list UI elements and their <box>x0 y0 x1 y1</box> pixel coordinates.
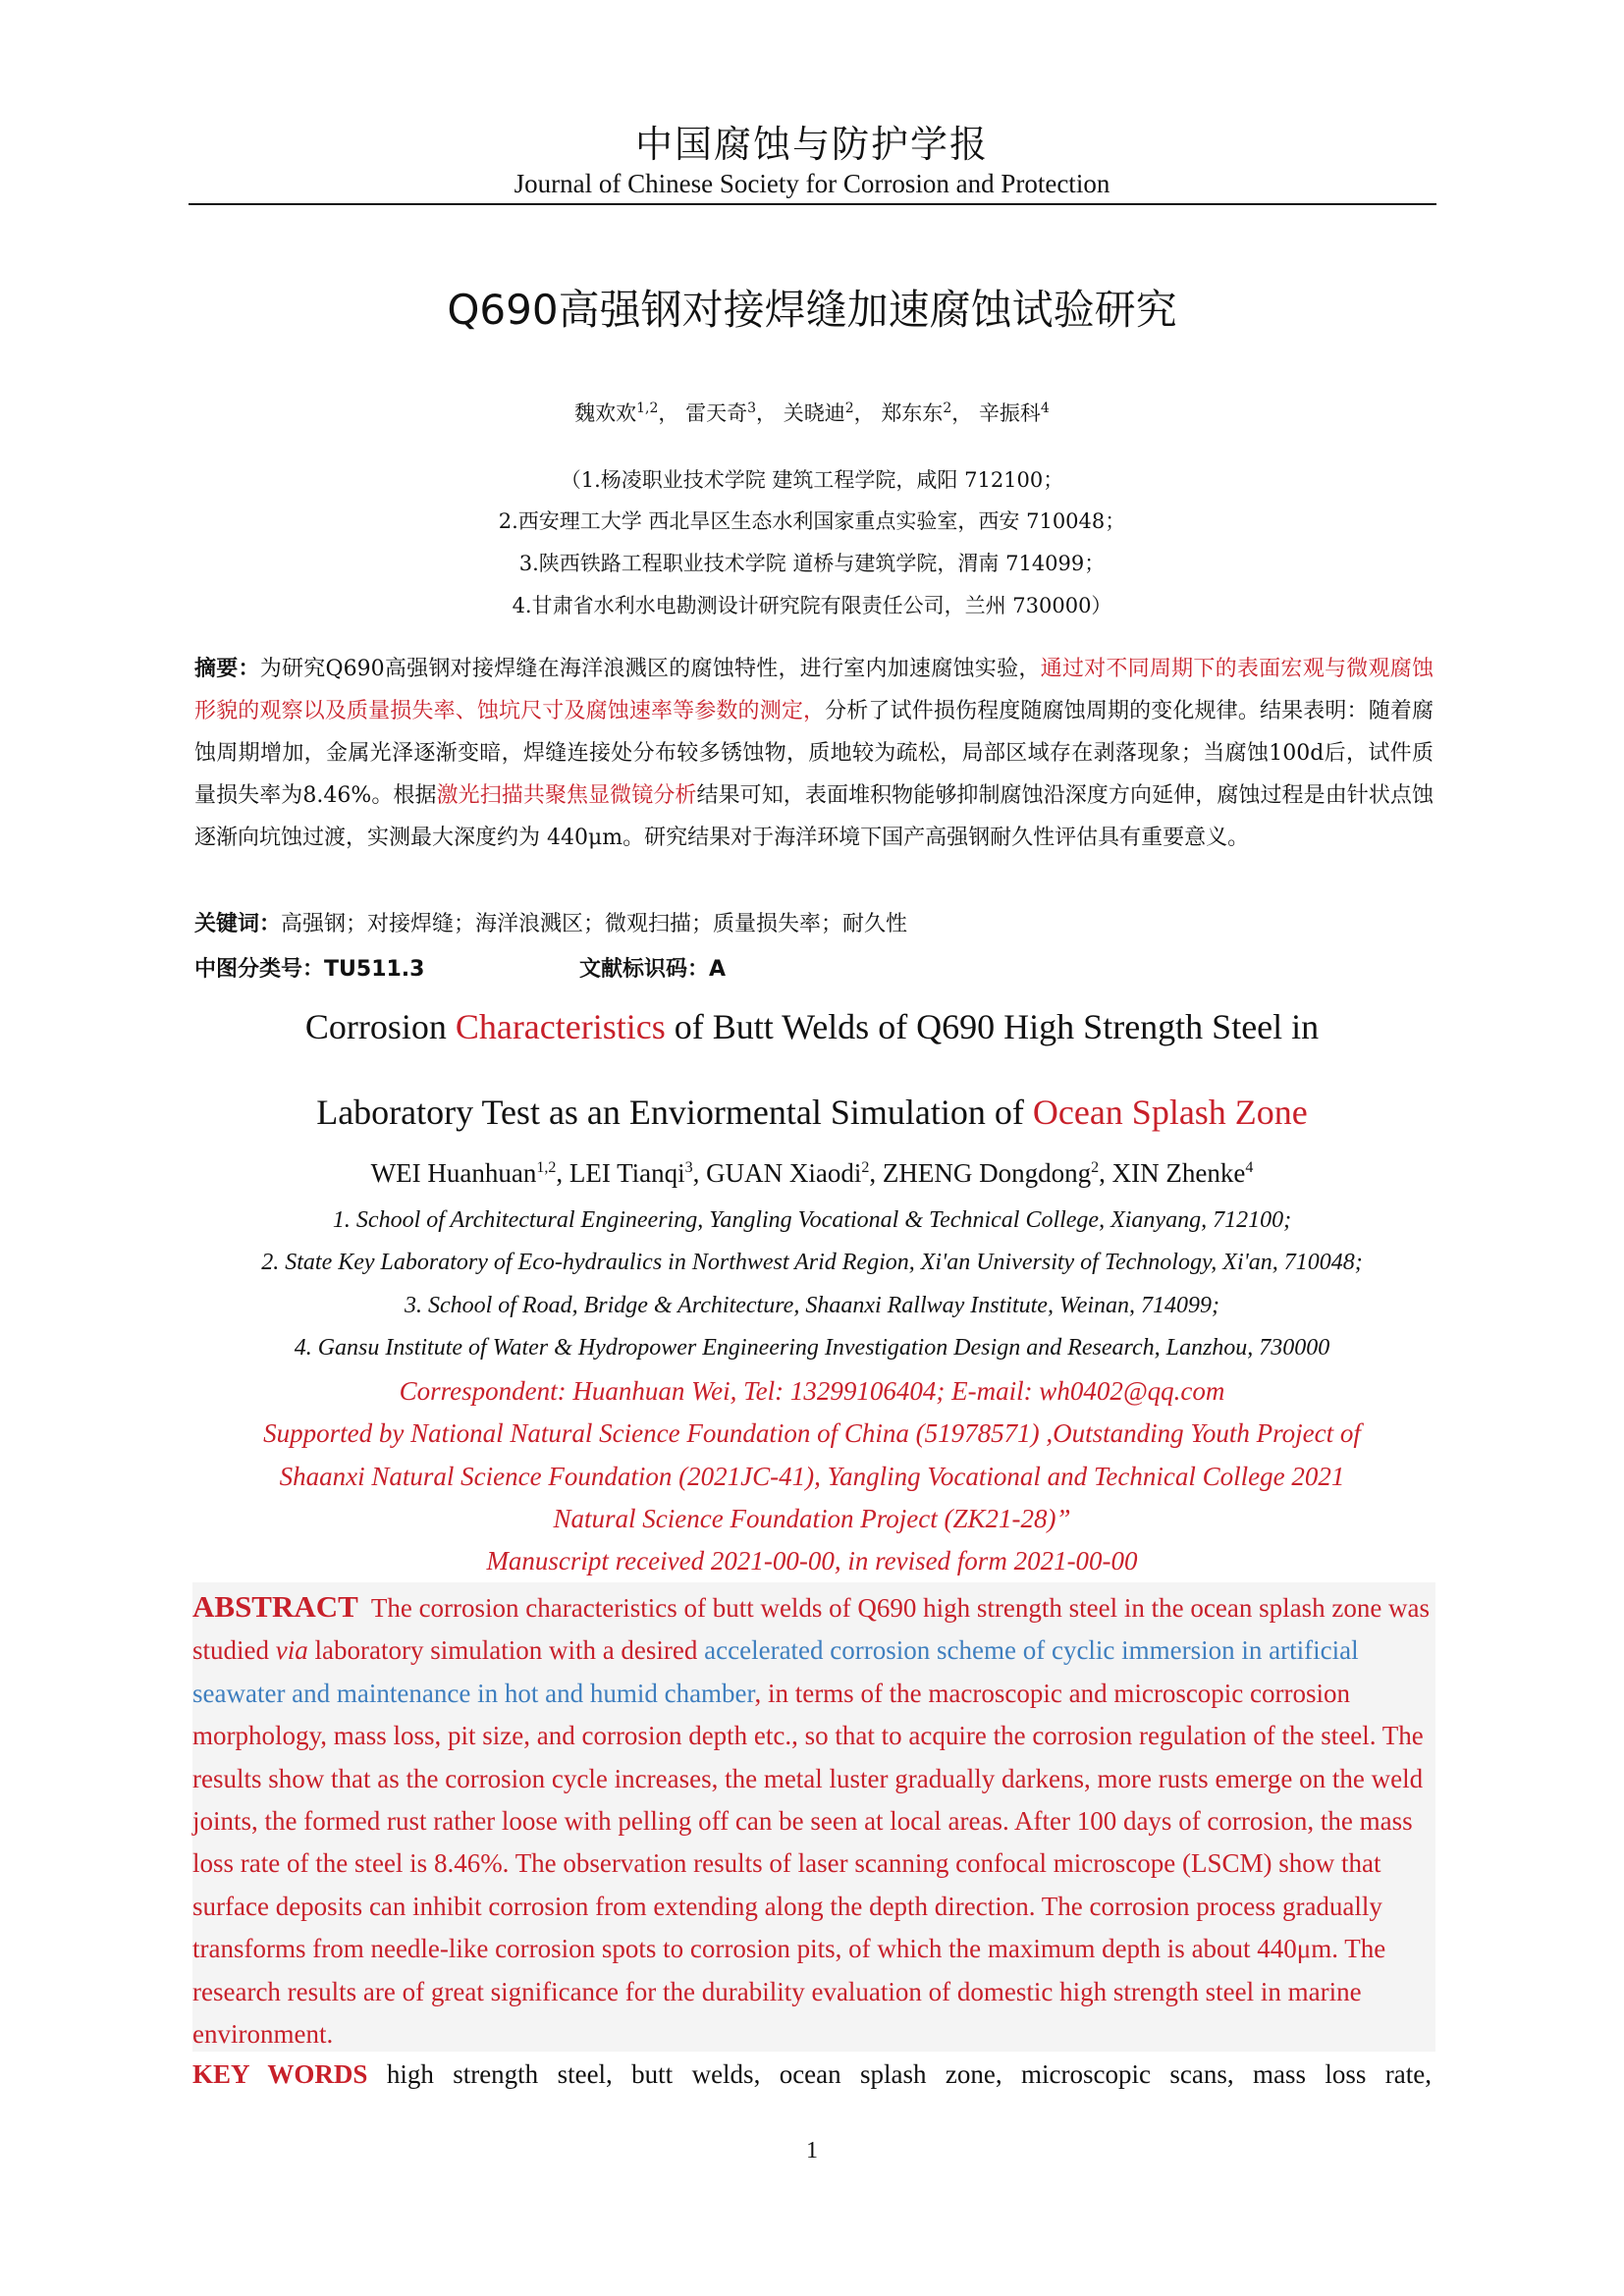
title-en-text: Laboratory Test as an Enviormental Simulation of <box>316 1093 1033 1132</box>
author-affiliation-index: 4 <box>1040 400 1050 416</box>
manuscript-dates: Manuscript received 2021-00-00, in revised form 2021-00-00 <box>486 1546 1138 1575</box>
author-name: 雷天奇 <box>685 401 748 425</box>
document-code <box>579 952 726 983</box>
classification-label: 中图分类号： <box>194 957 325 982</box>
abstract-cn-label: 摘要： <box>194 657 260 681</box>
paper-title-en-line1 <box>0 1006 1624 1047</box>
journal-title-en: Journal of Chinese Society for Corrosion and Protection <box>514 169 1110 198</box>
paper-title-cn: Q690高强钢对接焊缝加速腐蚀试验研究 <box>447 286 1177 334</box>
author-affiliation-index: 2 <box>943 400 952 416</box>
title-en-text: Corrosion <box>304 1007 456 1046</box>
affiliation-en-1: 1. School of Architectural Engineering, Yangling Vocational & Technical College, Xianyang, 712100; <box>332 1207 1292 1233</box>
author-affiliation-index: 1,2 <box>536 1159 557 1176</box>
author-name: 魏欢欢 <box>574 401 637 425</box>
keywords-cn <box>194 903 1434 945</box>
author-affiliation-index: 2 <box>844 400 854 416</box>
affiliation-cn-2: 2.西安理工大学 西北旱区生态水利国家重点实验室，西安 710048； <box>498 509 1126 533</box>
abstract-en-label: ABSTRACT <box>192 1589 358 1624</box>
funding-line-2: Shaanxi Natural Science Foundation (2021JC-41), Yangling Vocational and Technical College 2021 <box>279 1462 1345 1491</box>
author-name: 郑东东 <box>881 401 944 425</box>
correspondent-info: Correspondent: Huanhuan Wei, Tel: 13299106404; E-mail: wh0402@qq.com <box>399 1376 1225 1406</box>
author-separator: ， <box>756 401 778 425</box>
title-en-highlight: Characteristics <box>455 1007 666 1046</box>
affiliation-cn-4: 4.甘肃省水利水电勘测设计研究院有限责任公司，兰州 730000） <box>512 594 1112 617</box>
abstract-cn-highlight: 通过对不同周期下的表面宏观与微观腐蚀形貌的观察以及质量损失率、蚀坑尺寸及腐蚀速率等参数的测定， <box>194 657 1434 723</box>
affiliation-cn-1: （1.杨凌职业技术学院 建筑工程学院，咸阳 712100； <box>560 468 1064 492</box>
author-separator: , <box>556 1158 569 1188</box>
abstract-cn-highlight: 激光扫描共聚焦显微镜分析 <box>436 783 697 808</box>
funding-line-1: Supported by National Natural Science Foundation of China (51978571) ,Outstanding Youth Project of <box>263 1418 1361 1448</box>
abstract-en <box>192 1585 1432 2056</box>
abstract-cn-text: 为研究Q690高强钢对接焊缝在海洋浪溅区的腐蚀特性，进行室内加速腐蚀实验， <box>259 657 1041 681</box>
abstract-cn-text: 分析了试件损伤程度随腐蚀周期的变化规律。结果表明：随着腐蚀周期增加，金属光泽逐渐变暗，焊缝连接处分布较多锈蚀物，质地较为疏松，局部区域存在剥落现象；当腐蚀100d后，试件质量损失率为8.46%。根据 <box>194 699 1434 808</box>
author-separator: ， <box>658 401 679 425</box>
page-number: 1 <box>806 2138 818 2163</box>
authors-en <box>0 1158 1624 1189</box>
journal-title-cn: 中国腐蚀与防护学报 <box>634 123 989 166</box>
affiliation-en-2: 2. State Key Laboratory of Eco-hydraulics in Northwest Arid Region, Xi'an University of Technology, Xi'an, 710048; <box>261 1250 1363 1275</box>
authors-cn <box>0 398 1624 427</box>
doc-code-value: A <box>709 957 727 982</box>
author-name: 辛振科 <box>978 401 1041 425</box>
author-affiliation-index: 2 <box>861 1159 870 1176</box>
title-en-highlight: Ocean Splash Zone <box>1032 1093 1308 1132</box>
abstract-en-italic: via <box>275 1635 308 1666</box>
author-separator: , <box>1099 1158 1112 1188</box>
doc-code-label: 文献标识码： <box>579 957 710 982</box>
author-separator: , <box>692 1158 707 1188</box>
classification-number <box>194 952 424 983</box>
author-affiliation-index: 3 <box>684 1159 693 1176</box>
affiliation-en-4: 4. Gansu Institute of Water & Hydropower Engineering Investigation Design and Research, Lanzhou, 730000 <box>294 1335 1330 1361</box>
author-name: LEI Tianqi <box>568 1158 685 1188</box>
author-name: XIN Zhenke <box>1111 1158 1246 1188</box>
affiliation-en-3: 3. School of Road, Bridge & Architecture, Shaanxi Rallway Institute, Weinan, 714099; <box>404 1293 1220 1318</box>
abstract-cn-text: 结果可知，表面堆积物能够抑制腐蚀沿深度方向延伸，腐蚀过程是由针状点蚀逐渐向坑蚀过渡，实测最大深度约为 440μm。研究结果对于海洋环境下国产高强钢耐久性评估具有重要意义。 <box>194 783 1434 850</box>
author-separator: ， <box>853 401 875 425</box>
author-name: GUAN Xiaodi <box>706 1158 862 1188</box>
title-en-text: of Butt Welds of Q690 High Strength Steel in <box>665 1007 1320 1046</box>
author-affiliation-index: 4 <box>1245 1159 1254 1176</box>
keywords-en <box>192 2054 1432 2096</box>
author-separator: , <box>869 1158 883 1188</box>
abstract-en-highlight: accelerated corrosion scheme of cyclic immersion in artificial seawater and maintenance in hot and humid chamber <box>192 1635 1359 1708</box>
abstract-en-text: The corrosion characteristics of butt welds of Q690 high strength steel in the ocean splash zone was studied <box>192 1593 1431 1666</box>
affiliation-cn-3: 3.陕西铁路工程职业技术学院 道桥与建筑学院，渭南 714099； <box>518 552 1106 575</box>
author-affiliation-index: 1,2 <box>636 400 659 416</box>
keywords-cn-text: 高强钢；对接焊缝；海洋浪溅区；微观扫描；质量损失率；耐久性 <box>281 912 908 936</box>
abstract-cn <box>194 648 1434 859</box>
paper-title-en-line2 <box>0 1092 1624 1133</box>
classification-value: TU511.3 <box>324 957 425 982</box>
author-separator: ， <box>951 401 973 425</box>
header-rule <box>189 203 1436 205</box>
author-affiliation-index: 3 <box>747 400 757 416</box>
author-name: ZHENG Dongdong <box>882 1158 1092 1188</box>
author-affiliation-index: 2 <box>1091 1159 1100 1176</box>
abstract-en-text: laboratory simulation with a desired <box>307 1635 705 1666</box>
abstract-en-text: , in terms of the macroscopic and microscopic corrosion morphology, mass loss, pit size, and corrosion depth etc., so that to acquire the corrosion regulation of the steel. The results show that as the corrosion cycle increases, the metal luster gradually darkens, more rusts emerge on the weld joints, the formed rust rather loose with pelling off can be seen at local areas. After 100 days of corrosion, the mass loss rate of the steel is 8.46%. The observation results of laser scanning confocal microscope (LSCM) show that surface deposits can inhibit corrosion from extending along the depth direction. The corrosion process gradually transforms from needle-like corrosion spots to corrosion pits, of which the maximum depth is about 440μm. The research results are of great significance for the durability evaluation of domestic high strength steel in marine environment. <box>192 1678 1424 2050</box>
keywords-en-label: KEY WORDS <box>192 2059 368 2089</box>
author-name: WEI Huanhuan <box>370 1158 537 1188</box>
keywords-cn-label: 关键词： <box>194 912 282 936</box>
funding-line-3: Natural Science Foundation Project (ZK21-28)” <box>553 1504 1071 1533</box>
author-name: 关晓迪 <box>783 401 845 425</box>
keywords-en-text: high strength steel, butt welds, ocean splash zone, microscopic scans, mass loss rate, <box>386 2059 1432 2089</box>
